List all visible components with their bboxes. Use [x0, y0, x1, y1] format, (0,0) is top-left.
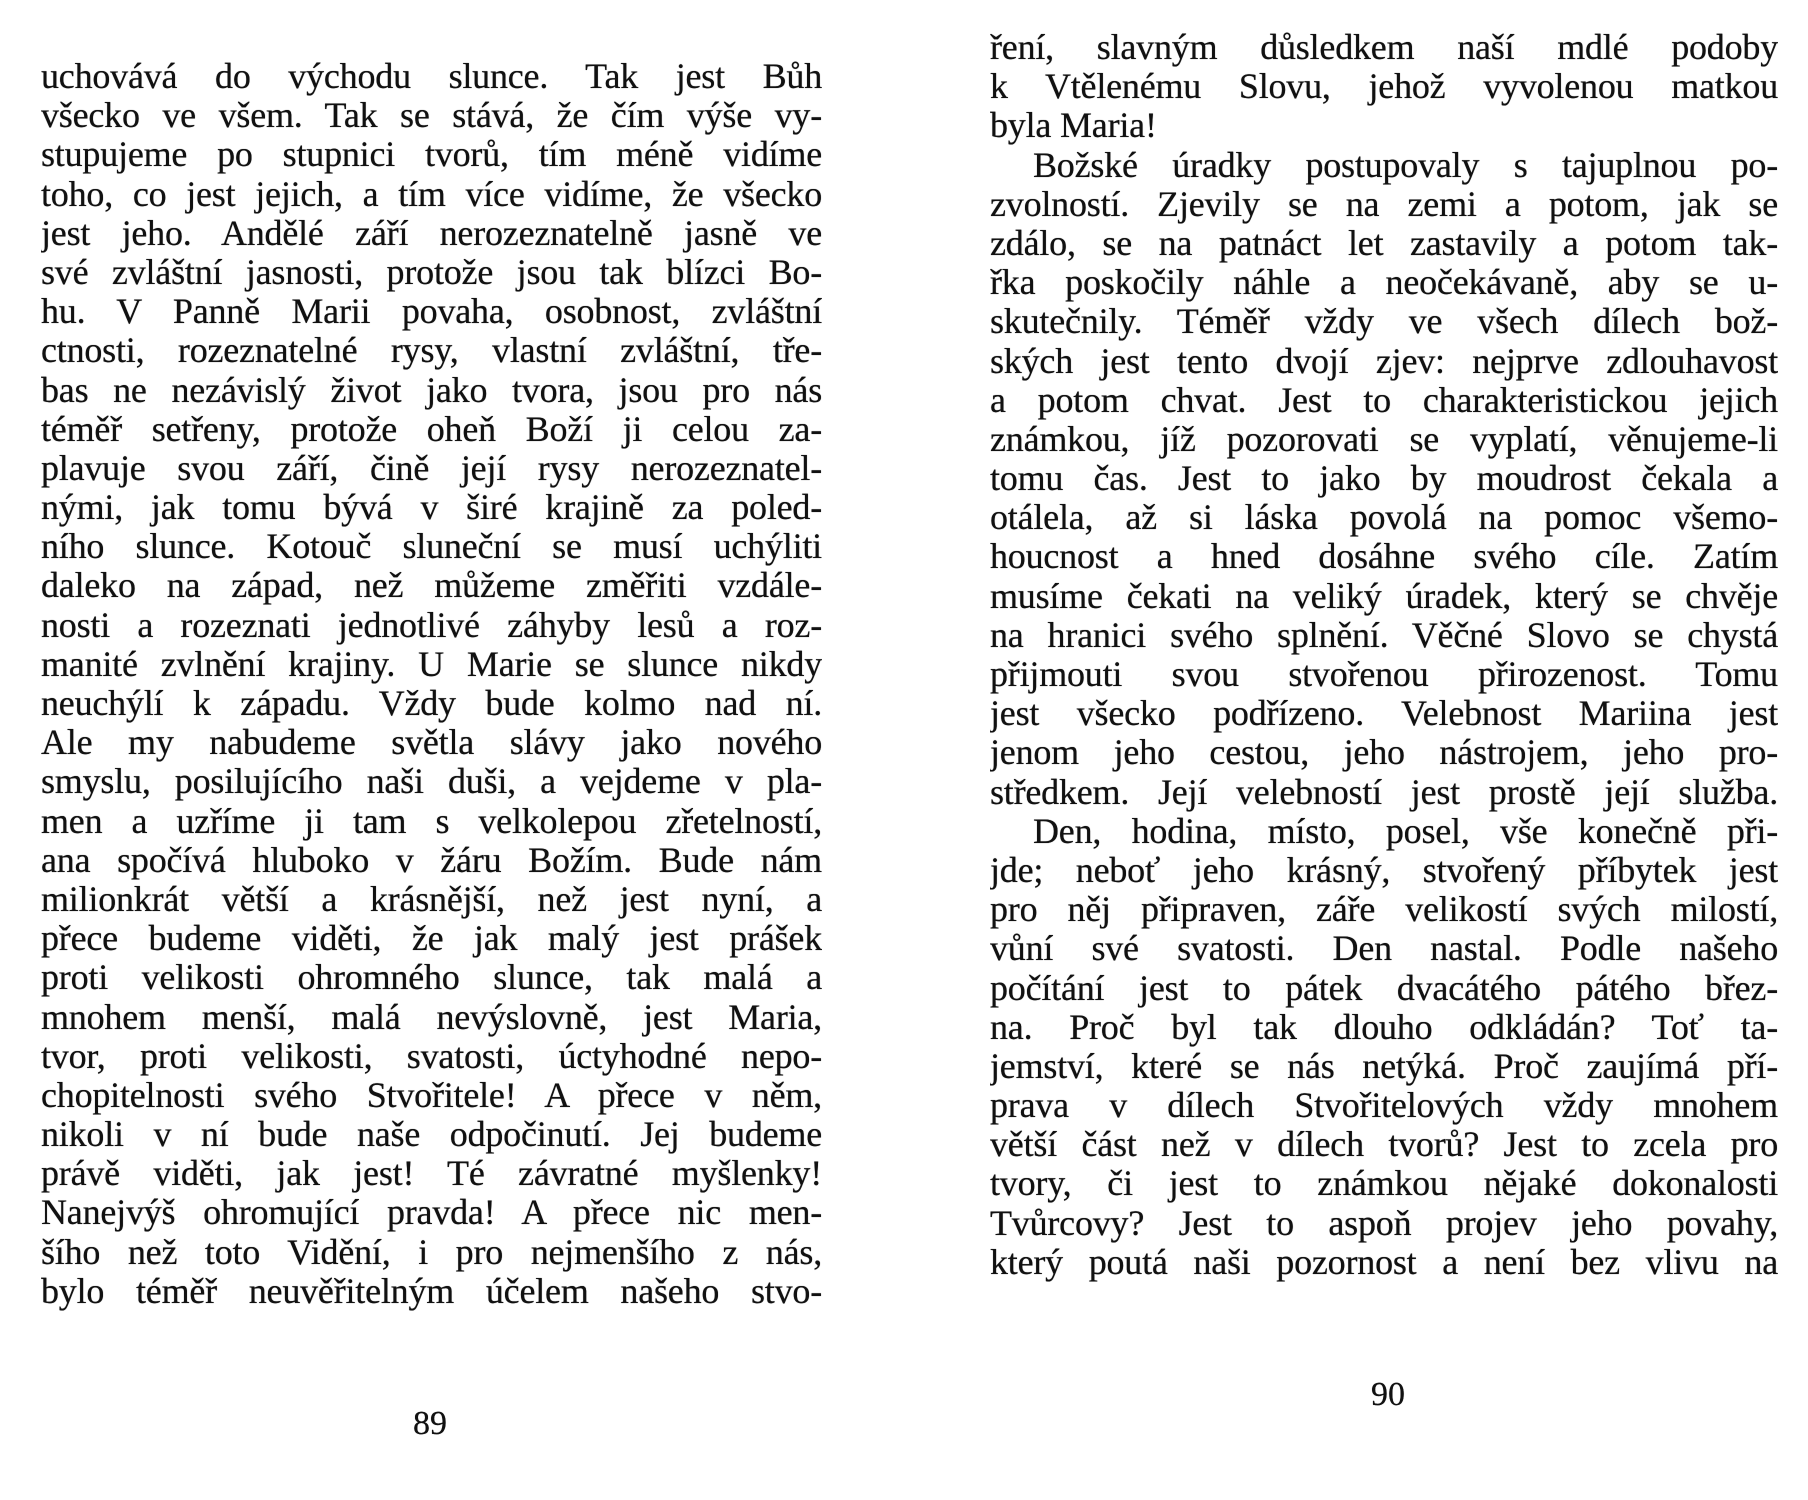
text-line: který poutá naši pozornost a není bez vlivu na	[990, 1242, 1778, 1282]
text-line: přece budeme viděti, že jak malý jest prášek	[41, 919, 822, 959]
text-line: téměř setřeny, protože oheň Boží ji celou za-	[41, 409, 822, 449]
page-number-right: 90	[1371, 1376, 1405, 1413]
text-line: skutečnily. Téměř vždy ve všech dílech bož-	[990, 302, 1778, 342]
text-line: neuchýlí k západu. Vždy bude kolmo nad ní.	[41, 684, 822, 723]
text-line: tvor, proti velikosti, svatosti, úctyhodné nepo-	[41, 1036, 822, 1076]
text-line: proti velikosti ohromného slunce, tak malá a	[41, 958, 822, 998]
text-line: hu. V Panně Marii povaha, osobnost, zvláštní	[41, 292, 822, 332]
right-page-text	[990, 28, 1778, 1282]
text-line: k Vtělenému Slovu, jehož vyvolenou matkou	[990, 67, 1778, 107]
text-line: chopitelnosti svého Stvořitele! A přece v něm,	[41, 1075, 822, 1115]
text-line: Nanejvýš ohromující pravda! A přece nic men-	[41, 1193, 822, 1233]
text-line: plavuje svou září, čině její rysy nerozeznatel-	[41, 448, 822, 488]
right-page	[904, 0, 1808, 1500]
page-number-left: 89	[413, 1405, 447, 1442]
text-line: ctnosti, rozeznatelné rysy, vlastní zvláštní, tře-	[41, 331, 822, 371]
text-line: bylo téměř neuvěřitelným účelem našeho stvo-	[41, 1271, 822, 1311]
text-line: jest jeho. Andělé září nerozeznatelně jasně ve	[41, 213, 822, 253]
text-line: men a uzříme ji tam s velkolepou zřetelností,	[41, 801, 822, 841]
text-line: uchovává do východu slunce. Tak jest Bůh	[41, 57, 822, 96]
text-line: řka poskočily náhle a neočekávaně, aby se u-	[990, 263, 1778, 303]
text-line: větší část než v dílech tvorů? Jest to zcela pro	[990, 1125, 1778, 1165]
text-line: šího než toto Vidění, i pro nejmenšího z nás,	[41, 1232, 822, 1272]
text-line: zdálo, se na patnáct let zastavily a potom tak-	[990, 223, 1778, 263]
text-line: své zvláštní jasnosti, protože jsou tak blízci Bo-	[41, 252, 822, 292]
text-line: byla Maria!	[990, 106, 1157, 146]
text-line: Den, hodina, místo, posel, vše konečně při-	[1033, 811, 1778, 851]
text-line: ního slunce. Kotouč sluneční se musí uchýliti	[41, 527, 822, 567]
text-line: jenom jeho cestou, jeho nástrojem, jeho pro-	[990, 733, 1778, 773]
text-line: prava v dílech Stvořitelových vždy mnohem	[990, 1086, 1778, 1126]
text-line: zvolností. Zjevily se na zemi a potom, jak se	[990, 184, 1778, 224]
text-line: právě viděti, jak jest! Té závratné myšlenky!	[41, 1154, 822, 1194]
text-line: jde; neboť jeho krásný, stvořený příbytek jest	[990, 850, 1778, 890]
text-line: mnohem menší, malá nevýslovně, jest Maria,	[41, 997, 822, 1037]
text-line: ských jest tento dvojí zjev: nejprve zdlouhavost	[990, 341, 1778, 381]
text-line: manité zvlnění krajiny. U Marie se slunce nikdy	[41, 644, 822, 684]
left-page-text	[41, 57, 822, 1311]
text-line: tomu čas. Jest to jako by moudrost čekala a	[990, 459, 1778, 499]
text-line: otálela, až si láska povolá na pomoc všemo-	[990, 498, 1778, 538]
text-line: milionkrát větší a krásnější, než jest nyní, a	[41, 879, 822, 919]
text-line: houcnost a hned dosáhne svého cíle. Zatím	[990, 537, 1778, 577]
text-line: ření, slavným důsledkem naší mdlé podoby	[990, 28, 1778, 67]
text-line: na. Proč byl tak dlouho odkládán? Toť ta-	[990, 1007, 1778, 1047]
text-line: Ale my nabudeme světla slávy jako nového	[41, 723, 822, 763]
text-line: počítání jest to pátek dvacátého pátého břez-	[990, 968, 1778, 1008]
text-line: nými, jak tomu bývá v širé krajině za poled-	[41, 488, 822, 528]
text-line: jest všecko podřízeno. Velebnost Mariina jest	[990, 694, 1778, 734]
text-line: Tvůrcovy? Jest to aspoň projev jeho povahy,	[990, 1203, 1778, 1243]
text-line: středkem. Její velebností jest prostě její služba.	[990, 772, 1778, 812]
text-line: ana spočívá hluboko v žáru Božím. Bude nám	[41, 840, 822, 880]
text-line: známkou, jíž pozorovati se vyplatí, věnujeme-li	[990, 419, 1778, 459]
text-line: daleko na západ, než můžeme změřiti vzdále-	[41, 566, 822, 606]
text-line: přijmouti svou stvořenou přirozenost. Tomu	[990, 655, 1778, 694]
text-line: smyslu, posilujícího naši duši, a vejdeme v pla-	[41, 762, 822, 802]
text-line: stupujeme po stupnici tvorů, tím méně vidíme	[41, 135, 822, 175]
text-line: a potom chvat. Jest to charakteristickou jejich	[990, 380, 1778, 420]
text-line: nikoli v ní bude naše odpočinutí. Jej budeme	[41, 1115, 822, 1155]
text-line: všecko ve všem. Tak se stává, že čím výše vy-	[41, 96, 822, 136]
text-line: na hranici svého splnění. Věčné Slovo se chystá	[990, 615, 1778, 655]
text-line: Božské úradky postupovaly s tajuplnou po-	[1033, 145, 1778, 185]
text-line: pro něj připraven, záře velikostí svých milostí,	[990, 890, 1778, 930]
text-line: jemství, které se nás netýká. Proč zaujímá pří-	[990, 1046, 1778, 1086]
text-line: musíme čekati na veliký úradek, který se chvěje	[990, 576, 1778, 616]
text-line: tvory, či jest to známkou nějaké dokonalosti	[990, 1164, 1778, 1204]
text-line: vůní své svatosti. Den nastal. Podle našeho	[990, 929, 1778, 969]
text-line: nosti a rozeznati jednotlivé záhyby lesů a roz-	[41, 605, 822, 645]
text-line: bas ne nezávislý život jako tvora, jsou pro nás	[41, 370, 822, 410]
text-line: toho, co jest jejich, a tím více vidíme, že všecko	[41, 174, 822, 214]
